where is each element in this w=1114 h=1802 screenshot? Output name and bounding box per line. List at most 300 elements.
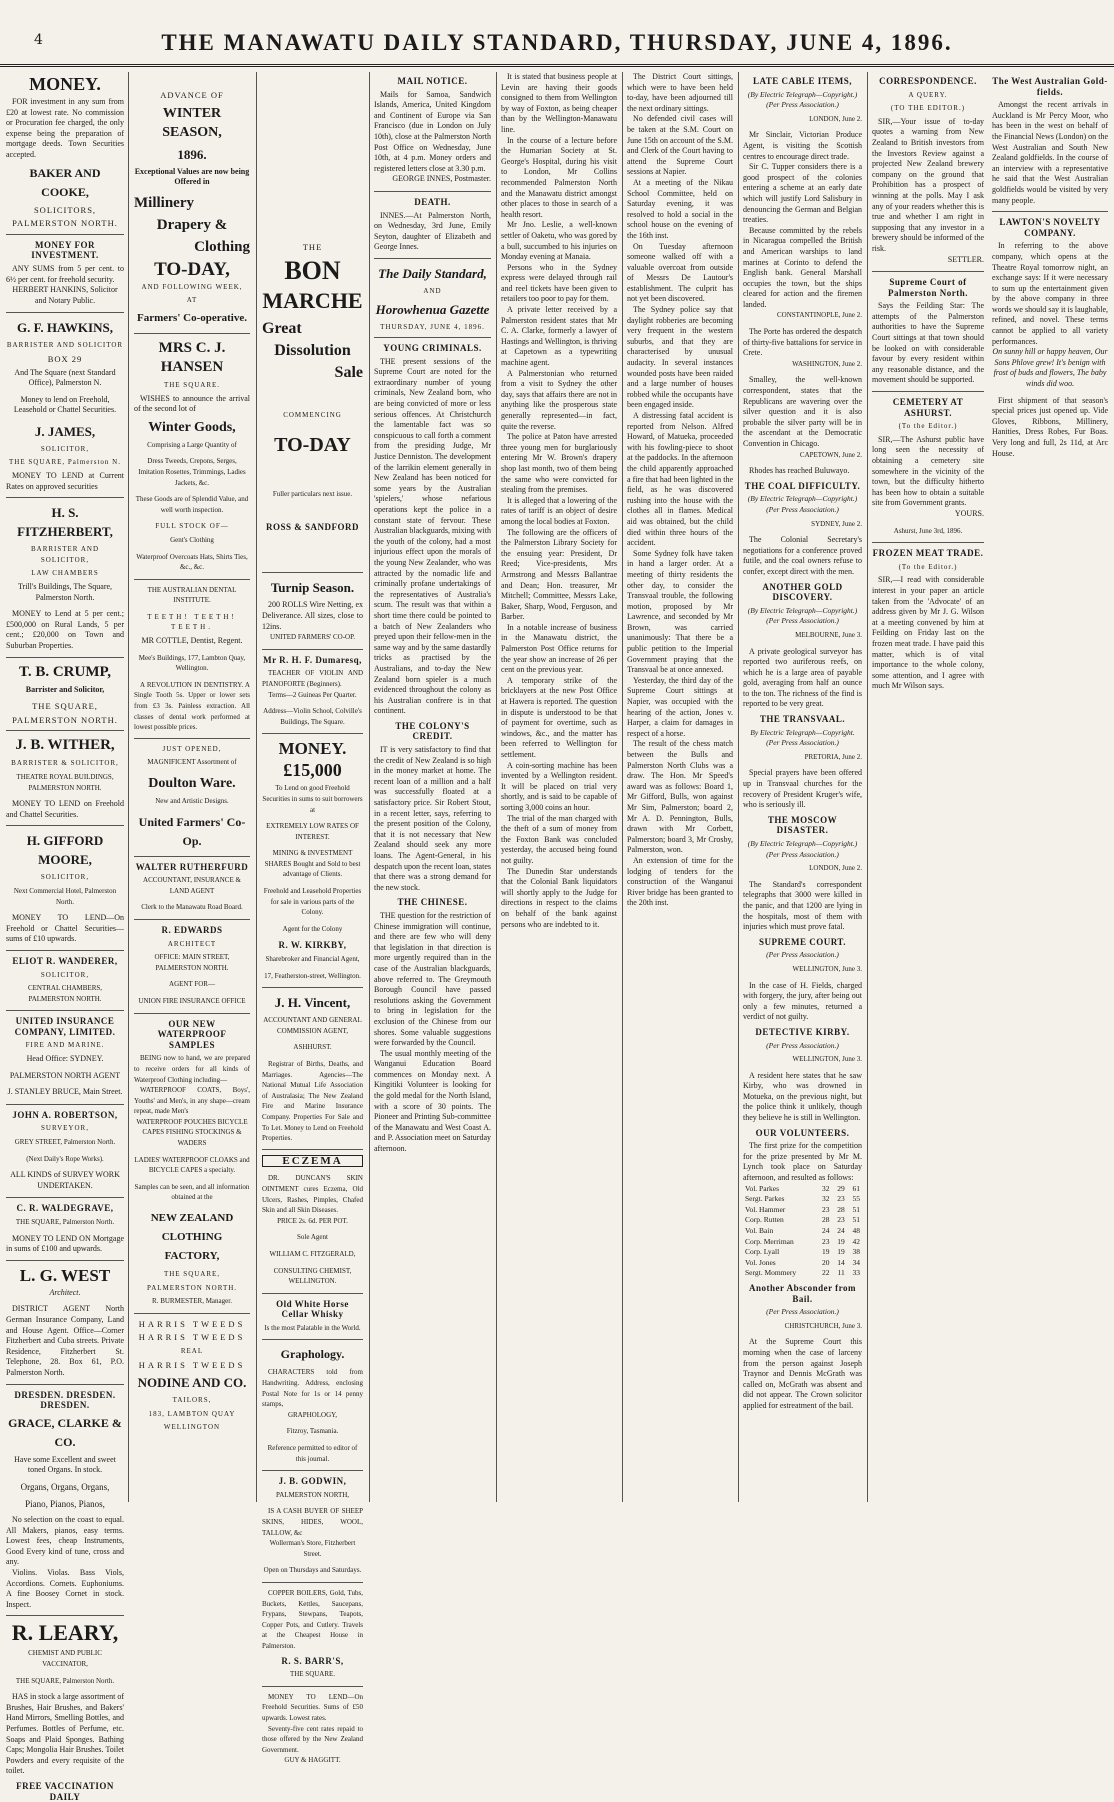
article-text: GEORGE INNES, Postmaster. xyxy=(392,174,491,184)
column-2 xyxy=(134,72,250,1502)
article-subheading: (By Electric Telegraph—Copyright.) (Per Press Association.) xyxy=(747,494,858,514)
ad-text: A REVOLUTION IN DENTISTRY. A Single Tooth 5s. Upper or lower sets from £3 3s. Painless extraction. All classes of dental work performed at lowest possible prices. xyxy=(134,680,250,732)
volunteer-name: Vol. Bain xyxy=(745,1226,774,1235)
ad-text: Is the most Palatable in the World. xyxy=(264,1323,361,1332)
table-row xyxy=(743,1268,862,1279)
ad-address: PALMERSTON NORTH. xyxy=(12,218,118,229)
column-8 xyxy=(872,72,1108,1502)
ad-heading: J. JAMES, xyxy=(34,423,96,439)
article-text: No defended civil cases will be taken at the S.M. Court on June 15th on account of the S.M. and Clerk of the Court having to attend the Supreme Court sessions at Napier. xyxy=(627,114,733,177)
ad-address: THE SQUARE, Palmerston N. xyxy=(9,458,121,467)
ad-address: THE SQUARE, xyxy=(32,701,98,712)
article-text: The trial of the man charged with the theft of a sum of money from the Foxton Bank was concluded yesterday, the accused being found not guilty. xyxy=(501,813,617,865)
article-text: The District Court sittings, which were to have been held to-day, have been adjourned till the next ordinary sittings. xyxy=(627,72,733,113)
ad-text: MAGNIFICENT Assortment of xyxy=(147,758,237,767)
dateline: CHRISTCHURCH, June 3. xyxy=(784,1321,862,1330)
ad-text: Violins. Violas. Bass Viols, Accordions. Cornets. Euphoniums. A fine Boosey Cornet in stock. Inspect. xyxy=(6,1568,124,1609)
volunteer-score: 24 xyxy=(837,1226,845,1235)
ad-heading: Winter Goods, xyxy=(148,419,236,435)
volunteer-score: 29 xyxy=(837,1183,845,1193)
ad-text: GRAPHOLOGY, xyxy=(287,1410,338,1419)
ad-heading: THE AUSTRALIAN DENTAL INSTITUTE. xyxy=(147,585,237,605)
article-text: The Colonial Secretary's negotiations for a conference proved futile, and the coal owners refuse to confer, except direct with the men. xyxy=(743,535,862,576)
volunteer-score: 23 xyxy=(821,1204,830,1214)
volunteer-score: 61 xyxy=(852,1183,860,1193)
ad-heading: Farmers' Co-operative. xyxy=(137,311,247,324)
ad-subheading: AT xyxy=(186,296,198,305)
article-text: It is alleged that a lowering of the rates of tariff is an object of desire among the local bodies at Foxton. xyxy=(501,495,617,526)
ad-heading: WALTER RUTHERFURD xyxy=(135,861,249,872)
article-text: Special prayers have been offered up in Transvaal churches for the recovery of President Kruger's wife, who is seriously ill. xyxy=(743,768,862,810)
ad-text: Freehold and Leasehold Properties for sale in various parts of the Colony. xyxy=(263,887,362,917)
ad-subheading: TAILORS, xyxy=(172,1396,212,1405)
ad-text: IS A CASH BUYER OF SHEEP SKINS, HIDES, WOOL, TALLOW, &c xyxy=(262,1507,363,1537)
ad-address: PALMERSTON NORTH. xyxy=(12,714,118,725)
ad-text: DR. DUNCAN'S SKIN OINTMENT cures Eczema, Old Ulcers, Rashes, Pimples, Chafed Skin and all Skin Diseases. xyxy=(262,1174,363,1215)
ad-text: Piano, Pianos, Pianos, xyxy=(25,1498,105,1509)
article-heading: FROZEN MEAT TRADE. xyxy=(872,548,984,559)
article-text: The usual monthly meeting of the Wanganui Education Board commences on Monday next. A Kingitiki Volunteer is looking for the gold medal for the North Island, with a score of 30 points. The Pioneer and Printing Sub-committee of the Manawatu and West Coast A. and P. Association meet on Saturday afternoon. xyxy=(374,1048,491,1154)
dateline: CONSTANTINOPLE, June 2. xyxy=(777,311,862,320)
ad-heading: J. B. WITHER, xyxy=(15,737,115,754)
ad-address: Trill's Buildings, The Square, Palmerston North. xyxy=(17,582,113,602)
article-text: In a notable increase of business in the Manawatu district, the Palmerston Post Office returns for the year show an increase of 26 per cent on the previous year. xyxy=(501,622,617,675)
dateline: LONDON, June 2. xyxy=(809,864,862,873)
volunteer-score: 34 xyxy=(852,1257,860,1267)
volunteer-score: 33 xyxy=(852,1268,860,1278)
dateline: WELLINGTON, June 3. xyxy=(792,964,862,973)
table-row xyxy=(743,1258,862,1269)
article-heading: LATE CABLE ITEMS, xyxy=(752,76,853,86)
ad-text: Money to lend on Freehold, Leasehold or Chattel Securities. xyxy=(13,394,117,415)
ad-subheading: REAL xyxy=(180,1347,204,1355)
ad-text: Samples can be seen, and all information obtained at the xyxy=(134,1182,250,1202)
article-text: A coin-sorting machine has been invented by a Wellington resident. It will be placed on trial very shortly, and is said to be capable of sorting 3,000 coins an hour. xyxy=(501,760,617,812)
ad-subheading: BARRISTER AND SOLICITOR, xyxy=(30,545,100,564)
column-5 xyxy=(501,72,617,1502)
newspaper-title: THE MANAWATU DAILY STANDARD, THURSDAY, JUNE 4, 1896. xyxy=(161,30,953,55)
date-line: THURSDAY, JUNE 4, 1896. xyxy=(380,322,485,331)
ad-subheading: Sharebroker and Financial Agent, xyxy=(265,955,360,964)
ad-text: PRICE 2s. 6d. PER POT. xyxy=(277,1216,348,1225)
ad-heading: MARCHE xyxy=(262,287,363,313)
ad-subheading: FIRE AND MARINE. xyxy=(25,1041,105,1050)
article-subheading: (To the Editor.) xyxy=(898,562,958,571)
article-text: Some Sydney folk have taken in hand a larger order. At a meeting of thirty residents the other day, to consider the Transvaal trouble, the following motion, proposed by Mr Lawrence, and seconded by Mr Brown, was carried unanimously: That there be a public petition to the Imperial Government praying that the Transvaal be at once annexed. xyxy=(627,548,733,675)
ad-subheading: SOLICITOR, xyxy=(40,444,90,453)
article-text: The Sydney police say that daylight robberies are becoming very frequent in the western suburbs, and that they are characterised by unusual audacity. In several instances wounded posts have been raided and a large number of houses robbed while the occupants have been engaged inside. xyxy=(627,305,733,410)
article-heading: DETECTIVE KIRBY. xyxy=(755,1026,850,1037)
ad-text: Gent's Clothing xyxy=(170,535,214,544)
ad-subheading: AND FOLLOWING WEEK, xyxy=(141,282,243,291)
ad-address: THE SQUARE, Palmerston North. xyxy=(15,1218,115,1226)
eczema-banner: ECZEMA xyxy=(262,1155,363,1168)
ad-heading: Great xyxy=(262,319,302,337)
ad-text: MONEY TO LEND ON Mortgage in sums of £100 and upwards. xyxy=(6,1233,124,1254)
article-heading: LAWTON'S NOVELTY COMPANY. xyxy=(999,217,1101,238)
ad-heading: GRACE, CLARKE & CO. xyxy=(8,1415,122,1449)
article-text: The Dunedin Star understands that the Colonial Bank liquidators will shortly apply to the Judge for directions in respect to the claims on behalf of the bank against persons who are indebted to it. xyxy=(501,866,617,929)
ad-subheading: ACCOUNTANT AND GENERAL COMMISSION AGENT, xyxy=(263,1016,362,1035)
ad-address: Mee's Buildings, 177, Lambton Quay, Wellington. xyxy=(138,653,246,673)
article-text: The following are the officers of the Palmerston Library Society for the ensuing year: President, Dr Reed; Vice-presidents, Mrs Armstrong and Messrs Ballantrae and Dean; Hon. treasurer, Mr Mitchell; Committee, Messrs Lake, Baker, Sharp, Wood, Ferguson, and Barber. xyxy=(501,527,617,622)
ad-text: BEING now to hand, we are prepared to receive orders for all kinds of Waterproof Clothing including— xyxy=(134,1054,250,1084)
column-7 xyxy=(743,72,862,1502)
volunteer-score: 19 xyxy=(837,1236,845,1246)
table-row xyxy=(743,1215,862,1226)
ad-subheading: Architect. xyxy=(49,1287,81,1297)
dateline: LONDON, June 2. xyxy=(809,114,862,123)
article-text: SIR,—I read with considerable interest in your paper an article taken from the 'Advocate' of an address given by Mr J. G. Wilson at a meeting convened by him at Feilding on Friday last on the frozen meat trade. I have paid this matter, which is of vital importance to the whole colony, some attention, and I agree with much Mr Wilson says. xyxy=(872,575,984,691)
ad-text: Clerk to the Manawatu Road Board. xyxy=(141,903,243,912)
ad-text: Address—Violin School, Colville's Buildings, The Square. xyxy=(263,707,362,726)
article-text: Mr Jno. Leslie, a well-known settler of Oaketu, who was gored by a bull, succumbed to his injuries on Monday evening at Manaia. xyxy=(501,220,617,262)
article-text: A temporary strike of the bricklayers at the new Post Office at Hawera is reported. The question in dispute is understood to be that of payment for overtime, such as windows, &c., and the matter has been referred to Wellington for settlement. xyxy=(501,675,617,759)
table-row xyxy=(743,1194,862,1205)
article-text: SIR,—Your issue of to-day quotes a warning from New Zealand to British investors from the Investors Review against a projected New Zealand brewery company on the ground that Prohibition has a prospect of winning at the polls. May I ask any of your readers whether this is true and whether I am right in supposing that any investor in a brewery should be informed of the risk. xyxy=(872,116,984,253)
article-text: Mr Sinclair, Victorian Produce Agent, is visiting the Scottish centres to encourage direct trade. xyxy=(743,130,862,161)
article-heading: THE COLONY'S CREDIT. xyxy=(395,720,470,742)
volunteer-score: 51 xyxy=(852,1215,860,1225)
volunteer-score: 28 xyxy=(837,1204,845,1214)
article-heading: DEATH. xyxy=(414,196,451,207)
ad-subheading: THE xyxy=(302,242,323,252)
ad-heading: MONEY. xyxy=(278,739,347,759)
table-row xyxy=(743,1205,862,1216)
ad-text: Fuller particulars next issue. xyxy=(272,490,353,499)
ad-text: R. BURMESTER, Manager. xyxy=(152,1297,232,1306)
ad-address: OFFICE: MAIN STREET, PALMERSTON NORTH. xyxy=(154,953,230,972)
ad-subheading: BARRISTER & SOLICITOR, xyxy=(11,759,119,768)
volunteer-score: 20 xyxy=(821,1257,830,1267)
article-text: The first prize for the competition for the prize presented by Mr M. Lynch took place on Saturday afternoon, and resulted as follows: xyxy=(743,1141,862,1183)
article-text: INNES.—At Palmerston North, on Wednesday, 3rd June, Emily Seyton, daughter of Elizabeth and George Innes. xyxy=(374,210,491,252)
article-text: IT is very satisfactory to find that the credit of New Zealand is so high in the money market at home. The recent loan of a million and a half was successfully floated at a satisfactory price. Sir Robert Stout, in a recent letter, says, referring to the present position of the Colony, that it is not necessary that New Zealand should seek any more loans. The Agent-General, in his despatch upon the recent loan, states that there was a strong demand for the new stock. xyxy=(374,745,491,892)
ad-text: MONEY TO LEND—On Freehold Securities. Sums of £50 upwards. Lowest rates. xyxy=(262,1692,363,1722)
ad-heading: JOHN A. ROBERTSON, xyxy=(12,1109,118,1120)
ad-text: WILLIAM C. FITZGERALD, xyxy=(269,1249,356,1258)
ad-address: THEATRE ROYAL BUILDINGS, PALMERSTON NORTH. xyxy=(16,772,114,792)
ad-heading: Dissolution xyxy=(274,341,351,359)
ad-text: LADIES' WATERPROOF CLOAKS and BICYCLE CAPES a specialty. xyxy=(134,1155,250,1175)
article-subheading: (Per Press Association.) xyxy=(766,1040,839,1050)
ad-heading: Old White Horse Cellar Whisky xyxy=(276,1298,349,1320)
ad-subheading: BARRISTER AND SOLICITOR xyxy=(6,341,124,350)
ad-subheading: SURVEYOR, xyxy=(41,1124,89,1133)
article-text: THE present sessions of the Supreme Court are noted for the extraordinary number of young criminals, New Zealand born, who are being convicted of more or less serious offences. At Christchurch the lamentable fact was so conspicuous to call forth a comment from the presiding Judge, Mr Justice Denniston. The development of the larrikin element generally in New Zealand has been noticed for some years by the Australian 'spielers,' whose nefarious operations kept the police in a constant state of fervour. These Australian blackguards, mixing with the youth of the colony, had a most injurious effect upon the morals of the young New Zealander, who was attracted by the nomadic life and criminally profane undertakings of the representatives of Australia's scum. The result was that within a short time there could be pointed to a batch of New Zealanders who preyed upon their fellow-men in the same way and by the same dastardly tricks as practised by the Australians, and to-day the New Zealand born spieler is a much evidenced throughout the colony as his Australian confrere is in that continent. xyxy=(374,356,491,716)
article-text: In the case of H. Fields, charged with forgery, the jury, after being out only a few minutes, returned a verdict of not guilty. xyxy=(743,980,862,1022)
ad-text: Sole Agent xyxy=(297,1233,328,1242)
article-text: On Tuesday afternoon someone walked off with a valuable overcoat from outside of Messrs De Lautour's establishment. The culprit has not yet been discovered. xyxy=(627,241,733,304)
article-subheading: (TO THE EDITOR.) xyxy=(890,104,966,113)
ad-subheading: Barrister and Solicitor, xyxy=(25,684,105,694)
ad-text: Wollerman's Store, Fitzherbert Street. xyxy=(269,1539,356,1558)
ad-address: And The Square (next Standard Office), Palmerston N. xyxy=(14,367,116,388)
ad-subheading: ADVANCE OF xyxy=(160,90,224,100)
ad-text: MONEY TO LEND on Freehold and Chattel Securities. xyxy=(6,799,124,819)
article-text: Because committed by the rebels in Nicaragua compelled the British and American warships to land marines at Corinto to defend the English bank. General Marshall occupies the town, but the ships cleared for action and the firemen landed. xyxy=(743,225,862,309)
ad-text: FOR investment in any sum from £20 at lowest rate. No commission or Procuration fee charged, the only expense being the preparation of mortgage deeds. Town Securities accepted. xyxy=(6,97,124,159)
column-6 xyxy=(627,72,733,1502)
article-text: THE question for the restriction of Chinese immigration will continue, and there are few who will deny that legislation in that direction is more urgently required than in the case of the Australian blackguards, above referred to. The Greymouth Borough Council have passed resolutions asking the Government to bring in legislation for the exclusion of the Chinese from our shores. Some valuable suggestions were forwarded by the Council. xyxy=(374,910,491,1048)
ad-address: CENTRAL CHAMBERS, PALMERSTON NORTH. xyxy=(27,984,103,1003)
volunteer-name: Corp. Lyall xyxy=(745,1247,780,1257)
volunteer-name: Vol. Hammer xyxy=(745,1204,786,1214)
article-text: Smalley, the well-known correspondent, states that the Republicans are wavering over the silver question and it is also probable the silver party will be in the ascendant at the Democratic Convention in Chicago. xyxy=(743,375,862,448)
ad-text: HAS in stock a large assortment of Brushes, Hair Brushes, and Bakers' Hand Mirrors, Smelling Bottles, and Perfumes. Bottles of Perfume, etc. Soaps and Plaid Sponges. Bathing Caps; Mongolia Hair Brushes. Toilet Powders and every requisite of the toilet. xyxy=(6,1692,124,1776)
volunteer-name: Sergt. Parkes xyxy=(745,1194,785,1204)
volunteer-score: 11 xyxy=(837,1268,845,1278)
ad-address: THE SQUARE. xyxy=(163,380,221,389)
ad-text: CONSULTING CHEMIST, WELLINGTON. xyxy=(273,1266,352,1286)
ad-heading: NODINE AND CO. xyxy=(137,1375,247,1391)
article-text: SETTLER. xyxy=(947,254,984,264)
ad-heading: 1896. xyxy=(177,146,207,162)
ad-heading: J. H. Vincent, xyxy=(274,995,351,1011)
article-text: A private geological surveyor has reported two auriferous reefs, on which he is a large area of payable gold, averaging from half an ounce to the ton. The richness of the find is reported to be very great. xyxy=(743,646,862,709)
ad-heading: MRS C. J. HANSEN xyxy=(158,339,226,375)
article-text: A private letter received by a Palmerston resident states that Mr C. A. Clarke, formerly a lawyer of Hastings and Wellington, is thriving at Capetown as a typewriting machine agent. xyxy=(501,305,617,368)
article-text: The Standard's correspondent telegraphs that 3000 were killed in the panic, and that 1200 are lying in the hospitals, most of them with injuries which must prove fatal. xyxy=(743,879,862,932)
article-text: Says the Feilding Star: The attempts of the Palmerston authorities to have the Supreme Court sittings at that town should be looked on with considerable favour by every resident within any reasonable distance, and the movement should be supported. xyxy=(872,301,984,385)
ad-heading: Doulton Ware. xyxy=(148,776,236,791)
volunteer-name: Vol. Jones xyxy=(745,1257,776,1267)
article-heading: CORRESPONDENCE. xyxy=(879,76,977,86)
table-row xyxy=(743,1226,862,1237)
volunteer-score: 42 xyxy=(852,1236,860,1246)
ad-heading: HARRIS TWEEDS xyxy=(138,1359,246,1370)
ad-text: TEACHER OF VIOLIN AND PIANOFORTE (Beginners). xyxy=(262,669,363,688)
ad-text: Comprising a Large Quantity of xyxy=(147,440,237,449)
article-text: First shipment of that season's special prices just opened up. Vide Gloves, Ribbons, Millinery, Hanities, Dress Robes, Fur Boas. Very long and full, 2s 11d, at Arc House. xyxy=(992,395,1108,458)
ad-subheading: JUST OPENED, xyxy=(162,744,222,753)
ad-address: 183, LAMBTON QUAY xyxy=(148,1409,236,1418)
ad-text: AGENT FOR— xyxy=(169,980,215,989)
ad-text: ANY SUMS from 5 per cent. to 6½ per cent. for freehold security. xyxy=(6,263,124,284)
article-text: Persons who in the Sydney express were delayed through rail and reel tickets have been given to retailers too poor to pay for them. xyxy=(501,262,617,304)
column-1 xyxy=(6,72,124,1802)
ad-text: ALL KINDS of SURVEY WORK UNDERTAKEN. xyxy=(10,1170,120,1190)
ad-text: Have some Excellent and sweet toned Organs. In stock. xyxy=(14,1454,116,1475)
ad-heading: £15,000 xyxy=(283,760,342,781)
article-heading: CEMETERY AT ASHURST. xyxy=(892,397,964,418)
article-text: YOURS. xyxy=(954,508,984,518)
ad-subheading: ARCHITECT xyxy=(167,939,217,948)
article-subheading: (Per Press Association.) xyxy=(766,1307,839,1317)
ad-text: CHARACTERS told from Handwriting. Address, enclosing Postal Note for 1s or 14 penny stamps, xyxy=(262,1368,363,1409)
ad-heading: C. R. WALDEGRAVE, xyxy=(16,1203,114,1214)
ad-text: WISHES to announce the arrival of the second lot of xyxy=(134,393,250,414)
article-heading: OUR VOLUNTEERS. xyxy=(755,1127,850,1138)
article-text: At the Supreme Court this morning when the case of larceny from the person against Joseph Traynor and Dennis McGrath was called on, McGrath was absent and did not appear. The Crown solicitor applied for estreatment of the bail. xyxy=(743,1337,862,1410)
ad-text: Seventy-five cent rates repaid to those offered by the New Zealand Government. xyxy=(262,1724,363,1754)
ad-text: (Next Daily's Rope Works). xyxy=(26,1154,104,1163)
paper-gazette: Horowhenua Gazette xyxy=(375,301,490,317)
article-heading: THE CHINESE. xyxy=(397,897,468,908)
volunteer-score: 19 xyxy=(821,1247,830,1257)
article-subheading: (By Electric Telegraph—Copyright.) (Per Press Association.) xyxy=(747,605,858,626)
ad-text: Agent for the Colony xyxy=(282,924,343,933)
ad-heading: DRESDEN. DRESDEN. DRESDEN. xyxy=(14,1389,116,1411)
volunteer-score: 32 xyxy=(821,1194,830,1204)
ad-text: COPPER BOILERS, Gold, Tubs, Buckets, Kettles, Saucepans, Frypans, Stewpans, Teapots, Copper Pots, and Cutlery. Travels at the Cheapest House in Palmerston. xyxy=(262,1588,363,1650)
ad-text: Terms—2 Guineas Per Quarter. xyxy=(268,690,357,699)
ad-subheading: BOX 29 xyxy=(47,353,83,364)
ad-text: J. STANLEY BRUCE, Main Street. xyxy=(7,1087,123,1097)
article-heading: THE COAL DIFFICULTY. xyxy=(744,480,861,491)
ad-address: WELLINGTON xyxy=(163,1423,221,1432)
ad-address: GREY STREET, Palmerston North. xyxy=(14,1138,116,1147)
ad-heading: T. B. CRUMP, xyxy=(18,663,112,680)
article-text: On sunny hill or happy heaven, Our Sons Phlove grew! It's benign with frost of buds and flowers, The baby winds did woo. xyxy=(992,347,1108,389)
ad-heading: Drapery & xyxy=(156,216,228,233)
ad-heading: MONEY. xyxy=(29,74,101,94)
article-text: The Porte has ordered the despatch of thirty-five battalions for service in Crete. xyxy=(743,327,862,358)
ad-heading: Clothing xyxy=(194,238,250,255)
ad-address: THE SQUARE. xyxy=(289,1670,336,1679)
ad-heading: WINTER SEASON, xyxy=(162,105,222,140)
ad-text: Open on Thursdays and Saturdays. xyxy=(263,1566,362,1575)
ad-heading: Turnip Season. xyxy=(270,580,355,596)
ad-subheading: FULL STOCK OF— xyxy=(155,522,229,531)
volunteer-score: 38 xyxy=(852,1247,860,1257)
ad-subheading: ACCOUNTANT, INSURANCE & LAND AGENT xyxy=(143,876,241,895)
ad-text: MONEY TO LEND—On Freehold or Chattel Securities—sums of £10 upwards. xyxy=(6,913,124,944)
article-heading: THE TRANSVAAL. xyxy=(759,714,846,725)
article-heading: The West Australian Gold-fields. xyxy=(992,76,1108,97)
ad-heading: BON xyxy=(284,255,341,285)
article-subheading: By Electric Telegraph—Copyright. (Per Press Association.) xyxy=(750,727,855,748)
article-text: SIR,—The Ashurst public have long seen the necessity of obtaining a cemetery site somewhere in the vicinity of the town, but the difficulty hitherto has been how to obtain a suitable site from Government grants. xyxy=(872,434,984,508)
page-number: 4 xyxy=(34,32,43,48)
ad-subheading: TEETH! TEETH! TEETH. xyxy=(147,612,237,632)
volunteer-name: Vol. Parkes xyxy=(745,1183,780,1193)
volunteer-score: 19 xyxy=(837,1247,845,1257)
ad-heading: Graphology. xyxy=(280,1347,345,1362)
ad-address: 17, Featherston-street, Wellington. xyxy=(264,971,361,980)
ad-heading: Sale xyxy=(334,363,363,381)
ad-text: UNITED FARMERS' CO-OP. xyxy=(270,633,355,642)
ad-heading: G. F. HAWKINS, xyxy=(17,320,113,336)
volunteer-name: Corp. Rutten xyxy=(745,1215,784,1225)
masthead xyxy=(0,30,1114,67)
volunteer-name: Sergt. Mommery xyxy=(745,1268,797,1278)
ad-text: Exceptional Values are now being Offered in xyxy=(134,166,250,187)
ad-text: Dress Tweeds, Crepons, Serges, Imitation Rosettes, Trimmings, Ladies Jackets, &c. xyxy=(138,457,246,487)
ad-address: PALMERSTON NORTH. xyxy=(146,1283,238,1292)
ad-text: These Goods are of Splendid Value, and well worth inspection. xyxy=(135,495,249,514)
ad-subheading: CHEMIST AND PUBLIC VACCINATOR, xyxy=(28,1649,102,1669)
article-text: The result of the chess match between the Bulls and Palmerston North Clubs was a draw. The Hon. Mr Speed's award was as follows: Board 1, Mr Gifford, Bulls, won against Mr Sim, Palmerston; board 2, Mr A. D. Pennington, Bulls, drawn with Mr Corbett, Palmerston; board 3, Mr Crosby, Palmerston, won. xyxy=(627,739,733,855)
ad-text: MONEY TO LEND at Current Rates on approved securities xyxy=(6,471,124,491)
ad-address: ASHHURST. xyxy=(293,1043,332,1052)
ad-heading: Millinery xyxy=(134,194,194,211)
article-text: In the course of a lecture before the Humarian Society at St. George's Hospital, during his visit to London, Mr Collins recommended Palmerston North and the Manawatu district amongst other places to those in search of a health resort. xyxy=(501,135,617,219)
volunteer-score: 23 xyxy=(837,1194,845,1204)
ad-text: No selection on the coast to equal. All Makers, pianos, easy terms. Lowest fees, cheap Instruments, Good Every kind of tune, cross and any. xyxy=(6,1515,124,1567)
article-text: At a meeting of the Nikau School Committee, held on Saturday evening, it was resolved to hold a social in the school house on the evening of the 16th inst. xyxy=(627,177,733,240)
dateline: PRETORIA, June 2. xyxy=(804,752,862,761)
article-subheading: A QUERY. xyxy=(908,90,948,99)
dateline: WASHINGTON, June 2. xyxy=(792,359,862,368)
ad-heading: H. S. FITZHERBERT, xyxy=(17,505,113,540)
dateline: CAPETOWN, June 2. xyxy=(799,450,862,459)
article-subheading: (Per Press Association.) xyxy=(766,950,839,960)
ad-heading: HARRIS TWEEDS xyxy=(138,1332,246,1343)
table-row xyxy=(743,1237,862,1248)
article-heading: THE MOSCOW DISASTER. xyxy=(767,814,838,836)
article-subheading: (By Electric Telegraph—Copyright.) (Per Press Association.) xyxy=(747,839,858,859)
ad-heading: NEW ZEALAND CLOTHING FACTORY, xyxy=(150,1212,234,1263)
ad-heading: UNITED INSURANCE COMPANY, LIMITED. xyxy=(14,1016,116,1037)
ad-text: Registrar of Births, Deaths, and Marriages. Agencies—The National Mutual Life Association of Australasia; The New Zealand Fire and Marine Insurance Company. Properties For Sale and To Let. Money to Lend on Freehold Properties. xyxy=(262,1060,363,1143)
dateline: SYDNEY, June 2. xyxy=(811,519,862,528)
ad-subheading: SOLICITOR, xyxy=(40,873,90,882)
ad-heading: R. EDWARDS xyxy=(161,924,223,935)
table-row xyxy=(743,1247,862,1258)
ad-heading: OUR NEW WATERPROOF SAMPLES xyxy=(157,1018,227,1050)
article-subheading: (By Electric Telegraph—Copyright.) (Per Press Association.) xyxy=(747,89,858,110)
ad-text: WATERPROOF POUCHES BICYCLE CAPES FISHING STOCKINGS & WADERS xyxy=(136,1117,248,1148)
article-text: In referring to the above company, which opens at the Theatre Royal tomorrow night, an exchange says: If it were necessary to sum up the entertainment given by the above company in three words we should say it is laughable, refined, and novel. These terms cannot be applied to all variety performances. xyxy=(992,241,1108,346)
ad-text: Reference permitted to editor of this journal. xyxy=(267,1444,358,1463)
ad-text: Fitzroy, Tasmania. xyxy=(286,1427,339,1436)
ad-heading: HARRIS TWEEDS xyxy=(138,1318,246,1329)
volunteers-table xyxy=(743,1184,862,1279)
article-text: Sir C. Tupper considers there is a good prospect of the colonies entering a scheme at an early date which will justify Lord Salisbury in denouncing the German and Belgian treaties. xyxy=(743,162,862,225)
volunteer-score: 55 xyxy=(852,1194,860,1204)
ad-heading: R. W. KIRKBY, xyxy=(278,940,347,951)
ad-text: Head Office: SYDNEY. xyxy=(26,1054,104,1064)
ad-address: THE SQUARE, Palmerston North. xyxy=(15,1676,115,1685)
ad-subheading: SOLICITORS, xyxy=(33,204,97,215)
article-heading: YOUNG CRIMINALS. xyxy=(383,343,482,354)
volunteer-score: 28 xyxy=(821,1215,830,1225)
article-heading: MAIL NOTICE. xyxy=(397,76,468,86)
ad-heading: MONEY FOR INVESTMENT. xyxy=(31,239,99,261)
article-heading: SUPREME COURT. xyxy=(758,936,847,947)
volunteer-score: 23 xyxy=(837,1215,845,1225)
ad-heading: Mr R. H. F. Dumaresq, xyxy=(263,654,362,665)
volunteer-score: 51 xyxy=(852,1204,860,1214)
paper-and: AND xyxy=(423,286,442,295)
column-3 xyxy=(262,72,363,1765)
ad-heading: R. LEARY, xyxy=(11,1620,119,1646)
ad-heading: H. GIFFORD MOORE, xyxy=(26,833,104,868)
ad-address: Next Commercial Hotel, Palmerston North. xyxy=(13,886,117,906)
ad-text: UNION FIRE INSURANCE OFFICE xyxy=(138,996,246,1005)
ad-heading: L. G. WEST xyxy=(19,1265,111,1285)
table-row xyxy=(743,1184,862,1195)
ad-text: Organs, Organs, Organs, xyxy=(20,1481,110,1492)
volunteer-score: 14 xyxy=(837,1257,845,1267)
ad-heading: J. B. GODWIN, xyxy=(278,1476,347,1487)
ad-text: GUY & HAGGITT. xyxy=(284,1756,341,1765)
ad-text: PALMERSTON NORTH AGENT xyxy=(9,1070,121,1080)
article-text: Ashurst, June 3rd, 1896. xyxy=(893,526,963,535)
dateline: WELLINGTON, June 3. xyxy=(792,1055,862,1064)
column-4 xyxy=(374,72,491,1502)
paper-name: The Daily Standard, xyxy=(378,265,487,281)
article-text: Amongst the recent arrivals in Auckland is Mr Percy Moor, who has been in the west on behalf of the Financial News (London) on the West Australian and South New Zealand goldfields. In the course of an interview with a representative he said that the West Australian goldfields would be visited by very many people. xyxy=(992,100,1108,205)
ad-text: MONEY to Lend at 5 per cent.; £500,000 on Rural Lands, 5 per cent.; £20,000 on Town and Suburban Properties. xyxy=(6,609,124,650)
volunteer-score: 22 xyxy=(821,1268,830,1278)
ad-text: MINING & INVESTMENT SHARES Bought and Sold to best advantage of Clients. xyxy=(264,849,361,879)
ad-heading: R. S. BARR'S, xyxy=(281,1655,344,1666)
volunteer-name: Corp. Merriman xyxy=(745,1236,794,1246)
article-text: A resident here states that he saw Kirby, who was drowned in Motueka, on the previous night, but the police think it unlikely, though they believe he is still in Wellington. xyxy=(743,1070,862,1123)
article-heading: Another Absconder from Bail. xyxy=(748,1282,856,1304)
